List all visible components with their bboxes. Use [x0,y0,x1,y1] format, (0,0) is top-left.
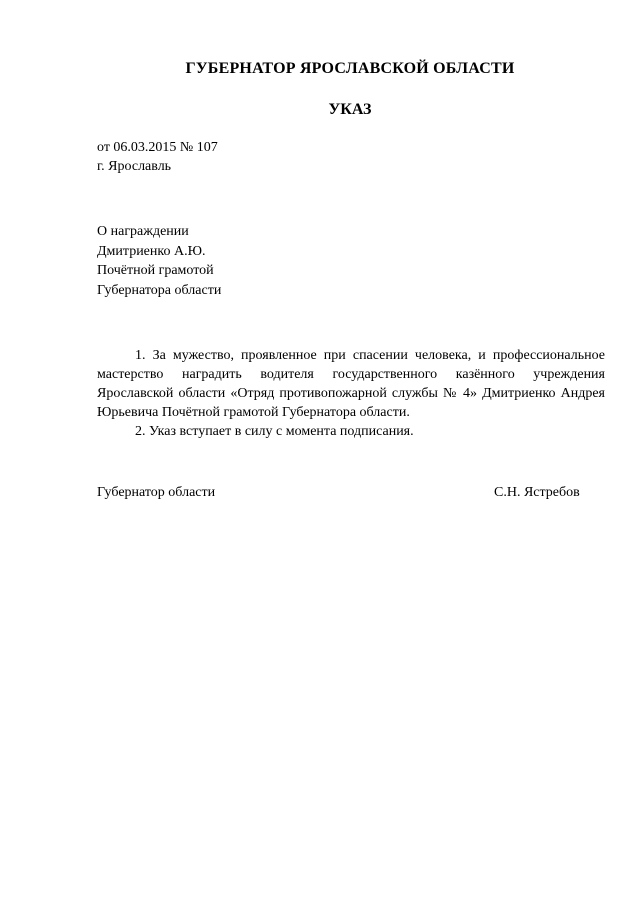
signature-name: С.Н. Ястребов [494,485,580,500]
date-number-line: от 06.03.2015 № 107 [97,140,218,155]
signature-position: Губернатор области [97,485,216,500]
document-meta [97,138,218,176]
subject-line-2: Дмитриенко А.Ю. [97,243,206,259]
document-subject [97,222,221,300]
subject-line-4: Губернатора области [97,282,222,298]
organization-title: ГУБЕРНАТОР ЯРОСЛАВСКОЙ ОБЛАСТИ [185,60,515,77]
body-paragraph-2: 2. Указ вступает в силу с момента подписания. [135,424,414,439]
subject-line-1: О награждении [97,224,189,239]
city-line: г. Ярославль [97,159,172,174]
document-body [97,346,605,441]
document-type-title: УКАЗ [328,101,372,118]
body-paragraph-1: 1. За мужество, проявленное при спасении человека, и профессиональное мастерство наградить водителя государственного казённого учреждения Ярославской области «Отряд противопожарной службы № 4» Дмитриенко Андрея Юрьевича Почётной грамотой Губернатора области. [97,348,605,420]
subject-line-3: Почётной грамотой [97,263,214,278]
